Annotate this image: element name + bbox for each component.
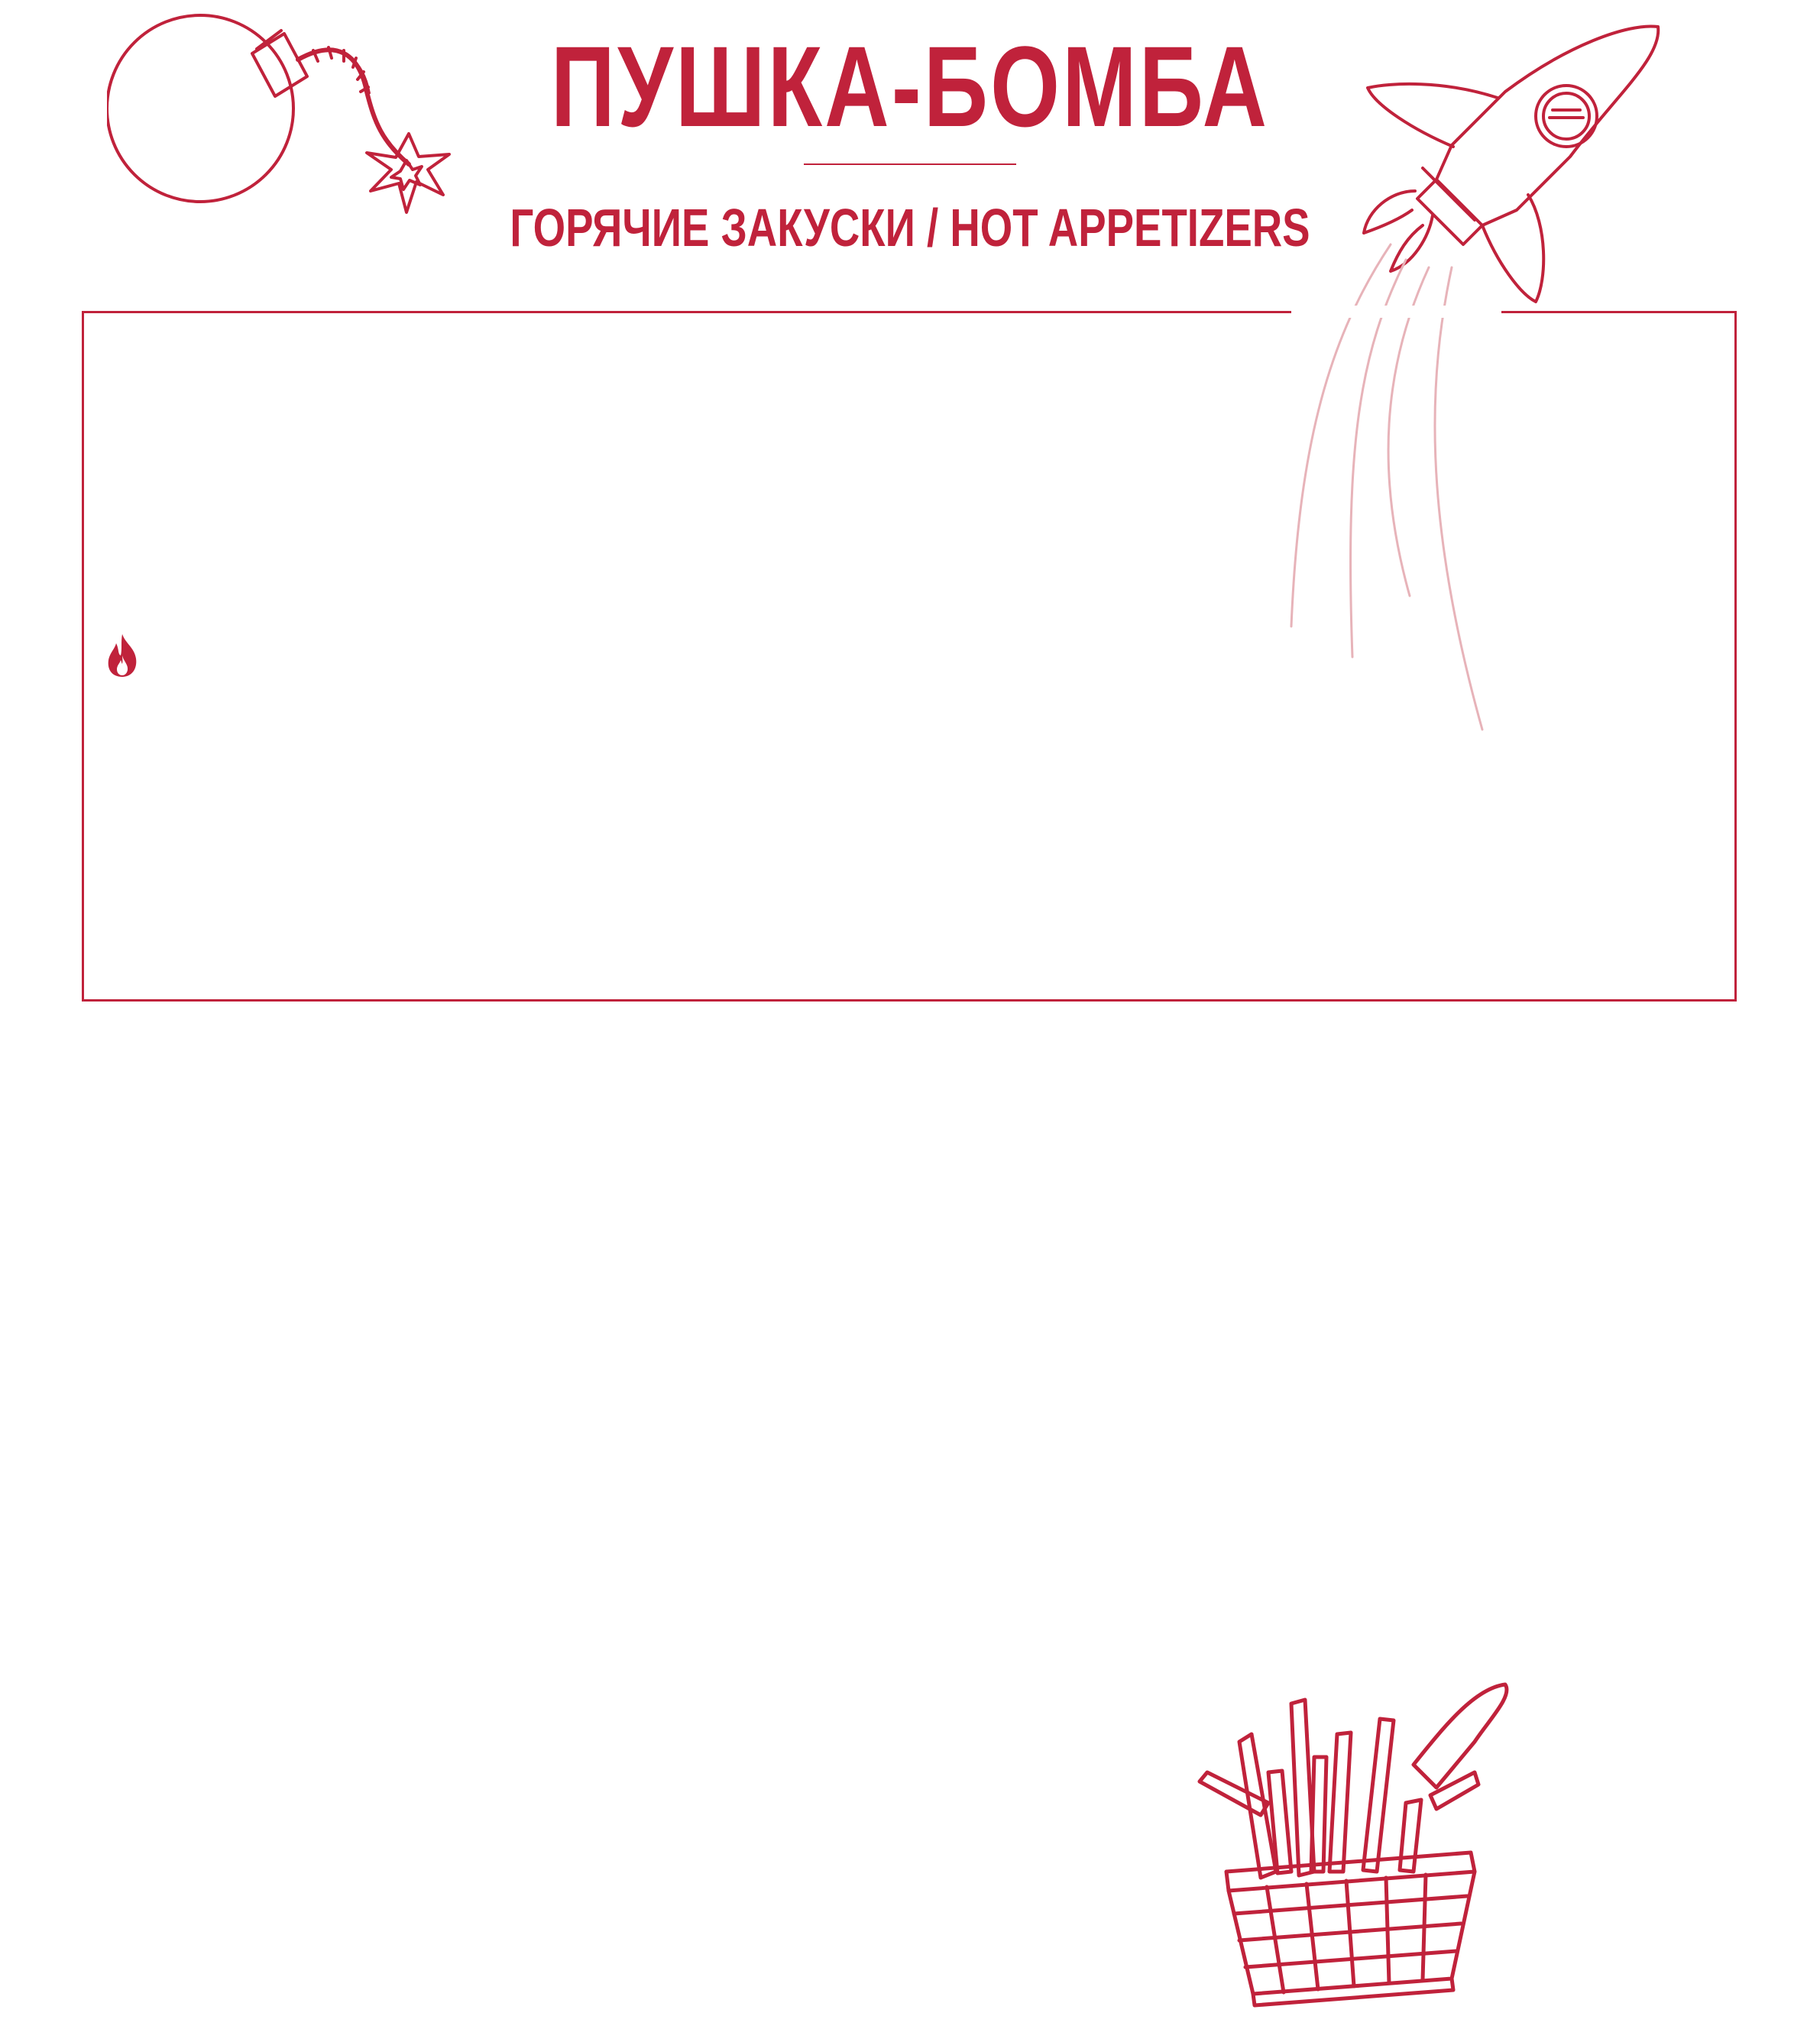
menu-frame — [82, 311, 1737, 1002]
flame-icon — [105, 633, 139, 678]
fries-basket-icon — [1184, 1681, 1520, 2017]
title-divider — [804, 163, 1016, 165]
frame-gap — [1291, 306, 1501, 318]
page-title: ПУШКА-БОМБА — [550, 22, 1270, 150]
section-title: ГОРЯЧИЕ ЗАКУСКИ / HOT APPETIZERS — [510, 198, 1310, 257]
